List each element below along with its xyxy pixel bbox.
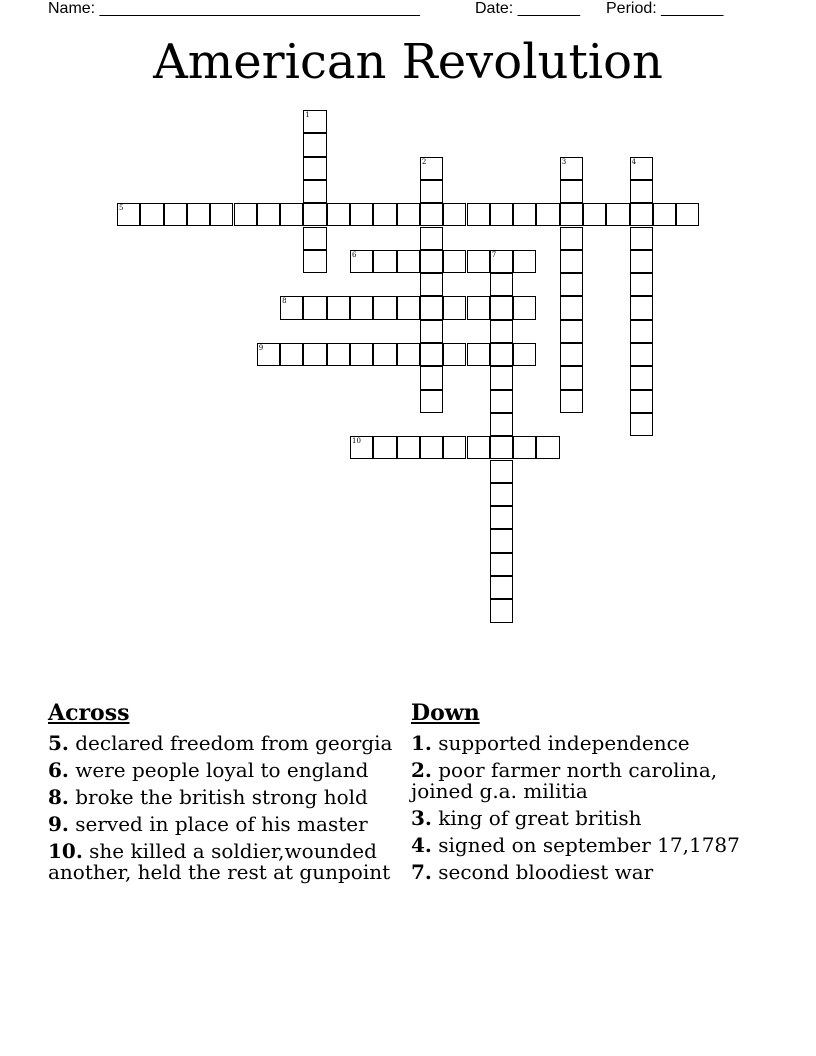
crossword-cell[interactable]	[303, 296, 326, 319]
crossword-cell[interactable]	[490, 529, 513, 552]
crossword-cell[interactable]	[560, 157, 583, 180]
crossword-cell[interactable]	[350, 203, 373, 226]
crossword-cell[interactable]	[420, 436, 443, 459]
across-clues	[48, 700, 398, 889]
down-clue	[411, 760, 751, 802]
crossword-cell[interactable]	[606, 203, 629, 226]
across-clue	[48, 787, 398, 808]
cell-clue-number: 7	[491, 250, 497, 259]
crossword-cell[interactable]	[630, 366, 653, 389]
crossword-cell[interactable]	[397, 203, 420, 226]
crossword-cell[interactable]	[467, 203, 490, 226]
crossword-cell[interactable]	[490, 436, 513, 459]
crossword-cell[interactable]	[467, 296, 490, 319]
down-clue	[411, 835, 751, 856]
crossword-cell[interactable]	[164, 203, 187, 226]
crossword-cell[interactable]	[420, 203, 443, 226]
crossword-cell[interactable]	[467, 343, 490, 366]
crossword-cell[interactable]	[280, 203, 303, 226]
crossword-cell[interactable]	[630, 390, 653, 413]
across-clue	[48, 760, 398, 781]
crossword-cell[interactable]	[350, 436, 373, 459]
crossword-cell[interactable]	[676, 203, 699, 226]
crossword-cell[interactable]	[630, 157, 653, 180]
crossword-cell[interactable]	[630, 343, 653, 366]
crossword-cell[interactable]	[443, 203, 466, 226]
crossword-cell[interactable]	[560, 180, 583, 203]
crossword-cell[interactable]	[303, 180, 326, 203]
clue-text: were people loyal to england	[75, 758, 369, 782]
cell-clue-number: 8	[282, 297, 287, 306]
crossword-cell[interactable]	[490, 553, 513, 576]
crossword-cell[interactable]	[257, 203, 280, 226]
crossword-cell[interactable]	[373, 250, 396, 273]
clue-number: 1.	[411, 731, 432, 755]
date-field-label: Date: _______	[475, 0, 580, 17]
crossword-cell[interactable]	[560, 366, 583, 389]
crossword-cell[interactable]	[397, 296, 420, 319]
crossword-cell[interactable]	[350, 296, 373, 319]
crossword-cell[interactable]	[257, 343, 280, 366]
crossword-cell[interactable]	[560, 296, 583, 319]
down-heading: Down	[411, 700, 480, 726]
crossword-cell[interactable]	[513, 436, 536, 459]
clue-text: she killed a soldier,wounded another, held the rest at gunpoint	[48, 839, 391, 884]
crossword-cell[interactable]	[513, 296, 536, 319]
cell-clue-number: 2	[421, 157, 427, 166]
crossword-cell[interactable]	[513, 250, 536, 273]
crossword-cell[interactable]	[327, 343, 350, 366]
crossword-cell[interactable]	[630, 227, 653, 250]
crossword-cell[interactable]	[373, 296, 396, 319]
crossword-cell[interactable]	[490, 343, 513, 366]
down-clue	[411, 808, 751, 829]
clue-number: 6.	[48, 758, 69, 782]
crossword-cell[interactable]	[397, 343, 420, 366]
crossword-cell[interactable]	[303, 110, 326, 133]
cell-clue-number: 9	[258, 344, 264, 352]
crossword-cell[interactable]	[490, 506, 513, 529]
crossword-cell[interactable]	[420, 273, 443, 296]
crossword-cell[interactable]	[513, 343, 536, 366]
crossword-cell[interactable]	[397, 436, 420, 459]
across-heading: Across	[48, 700, 130, 726]
crossword-cell[interactable]	[420, 390, 443, 413]
crossword-cell[interactable]	[350, 250, 373, 273]
clue-number: 2.	[411, 758, 432, 782]
crossword-cell[interactable]	[490, 460, 513, 483]
crossword-cell[interactable]	[303, 157, 326, 180]
crossword-cell[interactable]	[490, 599, 513, 622]
crossword-cell[interactable]	[420, 227, 443, 250]
cell-clue-number: 6	[352, 250, 357, 259]
crossword-cell[interactable]	[187, 203, 210, 226]
cell-clue-number: 10	[352, 437, 361, 446]
clue-text: second bloodiest war	[438, 860, 654, 884]
crossword-cell[interactable]	[490, 576, 513, 599]
crossword-cell[interactable]	[443, 436, 466, 459]
crossword-cell[interactable]	[467, 250, 490, 273]
crossword-cell[interactable]	[420, 343, 443, 366]
crossword-cell[interactable]	[560, 390, 583, 413]
crossword-cell[interactable]	[303, 250, 326, 273]
clue-number: 8.	[48, 785, 69, 809]
crossword-cell[interactable]	[443, 296, 466, 319]
crossword-cell[interactable]	[467, 436, 490, 459]
crossword-cell[interactable]	[140, 203, 163, 226]
crossword-cell[interactable]	[420, 157, 443, 180]
crossword-cell[interactable]	[373, 203, 396, 226]
crossword-cell[interactable]	[630, 296, 653, 319]
crossword-cell[interactable]	[397, 250, 420, 273]
crossword-cell[interactable]	[327, 203, 350, 226]
crossword-cell[interactable]	[490, 250, 513, 273]
page-title: American Revolution	[153, 34, 663, 90]
crossword-cell[interactable]	[630, 320, 653, 343]
crossword-cell[interactable]	[443, 250, 466, 273]
clue-text: poor farmer north carolina, joined g.a. militia	[411, 758, 718, 803]
crossword-cell[interactable]	[513, 203, 536, 226]
cell-clue-number: 4	[631, 157, 637, 166]
crossword-cell[interactable]	[490, 296, 513, 319]
crossword-cell[interactable]	[490, 273, 513, 296]
down-clues	[411, 700, 751, 889]
crossword-cell[interactable]	[327, 296, 350, 319]
clue-number: 10.	[48, 839, 83, 863]
down-clue	[411, 733, 751, 754]
clue-text: broke the british strong hold	[75, 785, 368, 809]
cell-clue-number: 1	[305, 111, 310, 119]
crossword-cell[interactable]	[420, 320, 443, 343]
clue-text: declared freedom from georgia	[75, 731, 393, 755]
crossword-cell[interactable]	[303, 343, 326, 366]
down-clue	[411, 862, 751, 883]
crossword-cell[interactable]	[350, 343, 373, 366]
period-field-label: Period: _______	[606, 0, 724, 17]
crossword-cell[interactable]	[630, 203, 653, 226]
crossword-cell[interactable]	[583, 203, 606, 226]
cell-clue-number: 3	[561, 157, 567, 166]
crossword-cell[interactable]	[630, 250, 653, 273]
clue-text: king of great british	[438, 806, 642, 830]
clue-number: 9.	[48, 812, 69, 836]
crossword-cell[interactable]	[490, 413, 513, 436]
crossword-cell[interactable]	[560, 343, 583, 366]
clue-text: supported independence	[438, 731, 690, 755]
crossword-cell[interactable]	[630, 180, 653, 203]
crossword-cell[interactable]	[653, 203, 676, 226]
crossword-cell[interactable]	[420, 250, 443, 273]
cell-clue-number: 5	[119, 204, 124, 213]
crossword-cell[interactable]	[536, 436, 559, 459]
crossword-cell[interactable]	[117, 203, 140, 226]
crossword-cell[interactable]	[373, 436, 396, 459]
clue-number: 4.	[411, 833, 432, 857]
crossword-cell[interactable]	[490, 366, 513, 389]
clue-text: signed on september 17,1787	[438, 833, 740, 857]
clue-number: 3.	[411, 806, 432, 830]
crossword-cell[interactable]	[420, 366, 443, 389]
crossword-cell[interactable]	[490, 390, 513, 413]
crossword-cell[interactable]	[560, 273, 583, 296]
clue-text: served in place of his master	[75, 812, 368, 836]
across-clue	[48, 733, 398, 754]
clue-number: 7.	[411, 860, 432, 884]
crossword-cell[interactable]	[490, 320, 513, 343]
crossword-cell[interactable]	[234, 203, 257, 226]
crossword-cell[interactable]	[560, 203, 583, 226]
crossword-cell[interactable]	[420, 296, 443, 319]
across-clue	[48, 841, 398, 883]
clue-number: 5.	[48, 731, 69, 755]
crossword-cell[interactable]	[630, 413, 653, 436]
across-clue	[48, 814, 398, 835]
crossword-cell[interactable]	[303, 203, 326, 226]
name-field-label: Name: ____________________________________	[48, 0, 420, 17]
crossword-cell[interactable]	[536, 203, 559, 226]
crossword-cell[interactable]	[280, 296, 303, 319]
crossword-cell[interactable]	[303, 133, 326, 156]
crossword-cell[interactable]	[373, 343, 396, 366]
crossword-cell[interactable]	[420, 180, 443, 203]
crossword-cell[interactable]	[303, 227, 326, 250]
crossword-cell[interactable]	[560, 250, 583, 273]
crossword-cell[interactable]	[490, 203, 513, 226]
crossword-cell[interactable]	[443, 343, 466, 366]
crossword-cell[interactable]	[210, 203, 233, 226]
crossword-cell[interactable]	[630, 273, 653, 296]
crossword-cell[interactable]	[490, 483, 513, 506]
crossword-cell[interactable]	[280, 343, 303, 366]
crossword-cell[interactable]	[560, 320, 583, 343]
crossword-cell[interactable]	[560, 227, 583, 250]
